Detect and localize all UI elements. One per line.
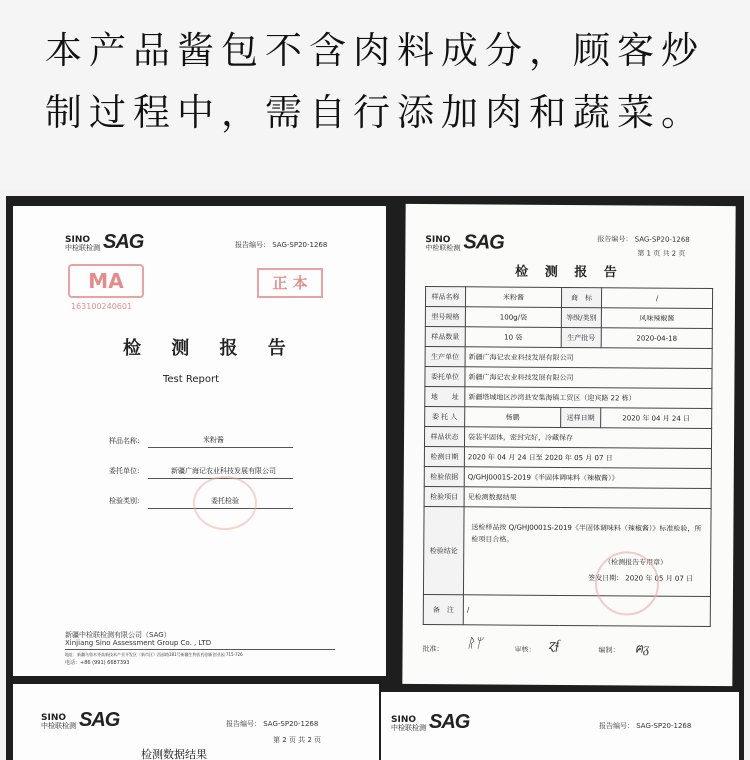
cell-value: Q/GHJ0001S-2019《半固体调味料（辣椒酱）》 [464,467,711,489]
original-stamp: 正 本 [257,268,323,298]
cell-key: 委托单位 [425,366,465,386]
cell-value: 2020 年 04 月 24 日 [601,408,712,429]
cell-value: 新疆塔城地区沙湾县安集海镇工贸区（迎宾路 22 栋） [465,387,712,409]
compile-signature: ฅᵹ [634,641,650,657]
logo-cn-3: 中检联检测 [41,722,76,730]
cell-value: 袋装半固体，密封完好，冷藏保存 [464,427,711,449]
review-signature: ɀᵮ [548,637,560,653]
footer-rule [65,649,335,650]
cover-report-no: 报告编号： SAG-SP20-1268 [235,241,328,249]
company-cn: 新疆中检联检测有限公司（SAG） [65,631,171,639]
headline-line-2: 制过程中，需自行添加肉和蔬菜。 [45,91,705,134]
logo-sino-3: SINO [41,713,67,723]
cell-key: 样品名称 [425,286,465,306]
cell-key: 样品数量 [425,326,465,346]
table-row [425,406,712,428]
client-label: 委托单位: [109,467,140,475]
sag-logo [65,232,143,252]
logo-sag-2: SAG [463,231,504,254]
cell-key: 送样日期 [561,407,601,427]
remark-row [423,594,710,626]
stamp-note: （检测报告专用章） [604,558,668,567]
cell-key: 型号规格 [425,306,465,326]
approve-label: 批准： [422,644,444,654]
conclusion-cell [463,507,711,597]
cell-value: 新疆广海记农业科技发展有限公司 [465,347,712,369]
sample-underline [148,447,293,448]
cell-value: 米粉酱 [465,287,561,308]
cell-key: 生产批号 [561,327,601,347]
logo-sino-4: SINO [391,715,417,725]
table-row [425,286,712,308]
report-title: 检 测 报 告 [515,264,623,281]
report-seal [595,551,659,615]
cell-value: 杨鹏 [465,407,561,428]
cell-value: 100g/袋 [465,307,561,328]
cell-value: 见检测数据结果 [464,487,711,509]
sag-logo-3 [41,710,119,730]
logo-sag: SAG [103,231,144,253]
cma-stamp [68,264,144,298]
type-value: 委托检验 [211,497,239,505]
table-row [425,366,712,388]
cell-key: 委 托 人 [425,406,465,426]
cell-key: 商 标 [561,287,601,307]
headline-line-1: 本产品酱包不含肉料成分，顾客炒 [45,29,705,72]
table-row [424,426,711,448]
company-address: 地址：新疆乌鲁木齐高新技术产业开发区（新市区）西部路181号新疆生物医药创新创业园 715-726 [65,652,243,657]
report-page-3 [381,692,739,760]
logo-sag-3: SAG [79,709,120,731]
remark-value: / [463,595,710,627]
company-tel: 电话：+86 (991) 6687393 [65,660,130,666]
logo-cn-2: 中检联检测 [425,243,461,253]
cell-value: 新疆广海记农业科技发展有限公司 [465,367,712,389]
company-en: Xinjiang Sino Assessment Group Co. , LTD [65,639,212,647]
cell-key: 生产单位 [425,346,465,366]
conclusion-label: 检验结论 [423,506,464,594]
sag-logo-2 [425,232,503,253]
cell-key: 样品状态 [424,426,464,446]
table-row [424,486,711,508]
cell-key: 检测日期 [424,446,464,466]
review-label: 审核： [514,645,536,654]
sample-label: 样品名称: [109,437,140,445]
type-label: 检验类别: [109,497,140,505]
cma-text: MA [88,269,124,293]
table-row [425,306,712,328]
cell-key: 检验项目 [424,486,464,506]
report-page-count: 第 1 页 共 2 页 [637,249,686,258]
logo-cn-4: 中检联检测 [391,724,426,732]
table-row [424,466,711,488]
table-row [425,326,712,348]
conclusion-row [423,506,711,596]
logo-sino: SINO [65,235,91,245]
cell-key: 检验依据 [424,466,464,486]
cell-key: 等级/类别 [561,307,601,327]
compile-label: 编制： [598,646,620,655]
logo-sino-2: SINO [425,234,451,246]
sample-value: 米粉酱 [203,436,224,444]
cell-value: 2020-04-18 [601,328,712,349]
report-page-1 [402,204,735,686]
cover-seal [193,476,257,530]
cell-value: 10 袋 [465,327,561,348]
report-no-3: 报告编号： SAG-SP20-1268 [226,720,319,728]
logo-sag-4: SAG [429,711,470,733]
headline-banner [0,0,750,190]
remark-label: 备 注 [423,594,463,624]
report-no: 报告编号： SAG-SP20-1268 [597,235,690,244]
sag-logo-4 [391,712,469,732]
cover-page [13,206,386,676]
cell-value: 2020 年 04 月 24 日至 2020 年 05 月 07 日 [464,447,711,469]
report-no-4: 报告编号： SAG-SP20-1268 [599,722,692,730]
cell-value: 风味辣椒酱 [601,308,712,329]
report-table [423,286,713,627]
conclusion-text: 送检样品按 Q/GHJ0001S-2019《半固体调味料（辣椒酱）》标准检验，所检项目合格。 [471,523,702,544]
approve-signature: ᚱᛘ [466,636,483,652]
cover-subtitle: Test Report [163,374,220,385]
client-value: 新疆广海记农业科技发展有限公司 [171,467,276,475]
cell-value: / [601,288,712,309]
table-row [425,386,712,408]
cell-key: 地 址 [425,386,465,406]
cma-number: 163100240601 [71,302,133,311]
page-count-3: 第 2 页 共 2 页 [273,736,322,744]
cover-title: 检 测 报 告 [123,338,298,359]
table-row [425,346,712,368]
issue-date: 签发日期： 2020 年 05 月 07 日 [588,574,694,583]
data-results-title: 检测数据结果 [141,748,207,760]
logo-cn: 中检联检测 [65,244,100,252]
report-page-2 [13,684,379,760]
table-row [424,446,711,468]
